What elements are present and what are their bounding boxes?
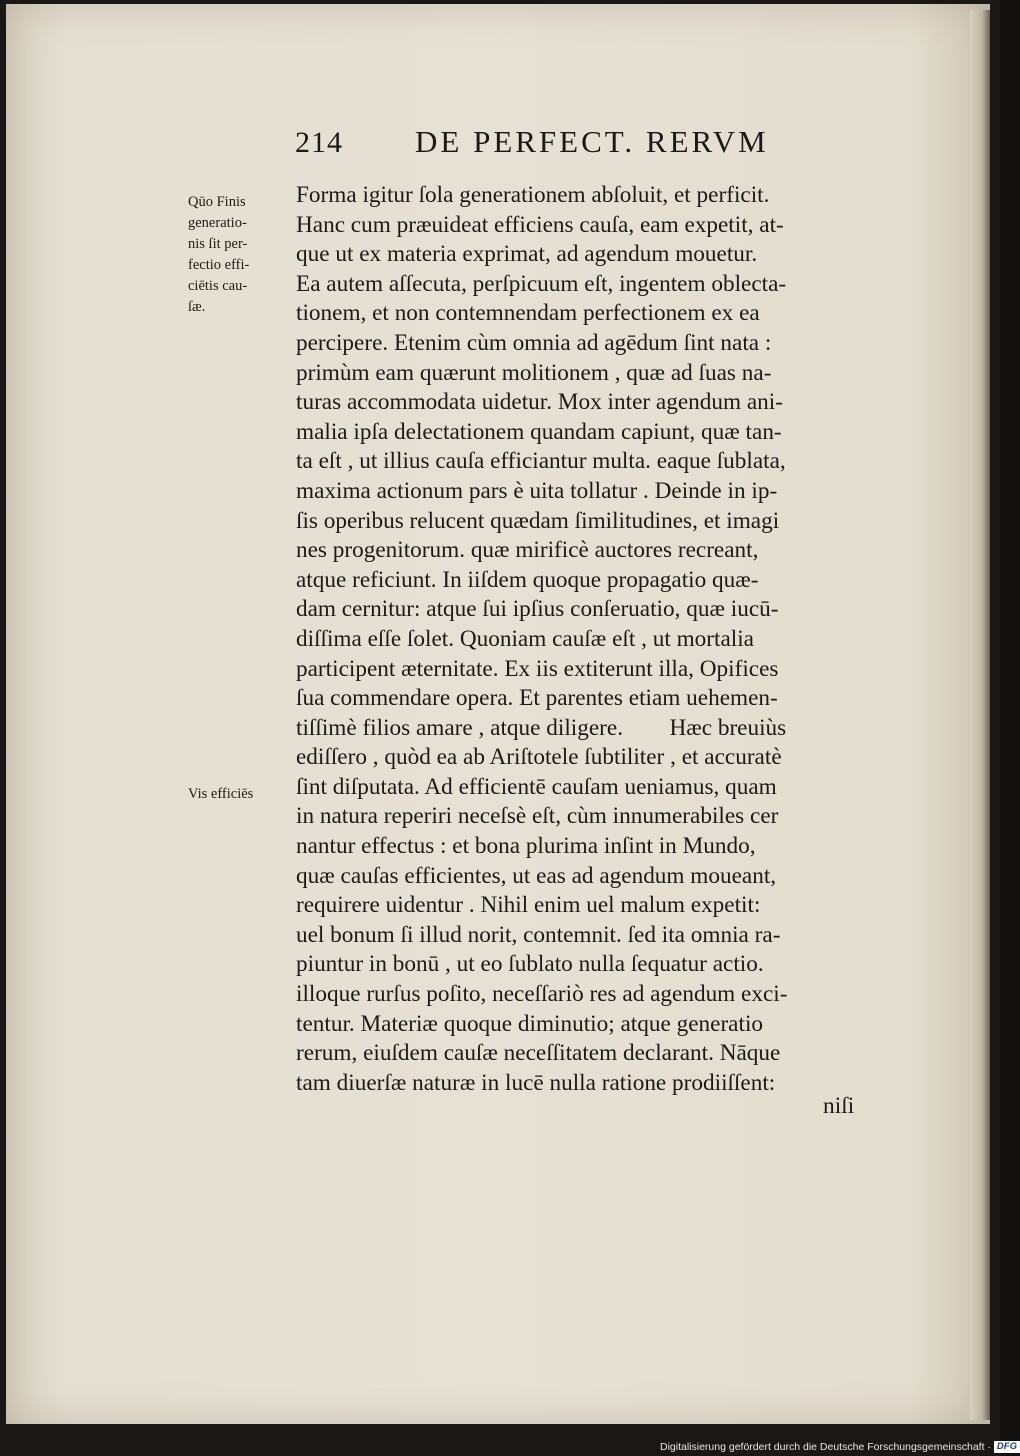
text-line: turas accommodata uidetur. Mox inter agendum ani- bbox=[296, 389, 783, 416]
text-line: tentur. Materiæ quoque diminutio; atque generatio bbox=[296, 1010, 764, 1037]
margin-note-vis-efficiens bbox=[188, 784, 288, 805]
text-line: Hanc cum præuideat efficiens cauſa, eam expetit, at- bbox=[296, 211, 784, 238]
margin-note-line: Qūo Finis bbox=[188, 194, 246, 210]
margin-note-line: fectio effi- bbox=[188, 257, 250, 273]
text-line: quæ cauſas efficientes, ut eas ad agendum moueant, bbox=[296, 862, 777, 889]
margin-note-finis bbox=[188, 192, 288, 318]
text-line: participent æternitate. Ex iis extiterunt illa, Opifices bbox=[296, 655, 779, 682]
text-line: ediſſero , quòd ea ab Ariſtotele ſubtiliter , et accuratè bbox=[296, 744, 782, 771]
text-line: tam diuerſæ naturæ in lucē nulla ratione prodiiſſent: bbox=[296, 1069, 776, 1096]
margin-note-line: nis ſit per- bbox=[188, 236, 248, 252]
running-title: DE PERFECT. RERVM bbox=[415, 124, 769, 159]
margin-note-line: generatio- bbox=[188, 215, 247, 231]
page-header bbox=[295, 122, 815, 166]
text-line: primùm eam quærunt molitionem , quæ ad ſuas na- bbox=[296, 359, 772, 386]
text-line: nantur effectus : et bona plurima inſint in Mundo, bbox=[296, 833, 756, 860]
text-line: tiſſimè filios amare , atque diligere. Hæc breuiùs bbox=[296, 714, 787, 741]
page-edge bbox=[970, 10, 990, 1420]
text-line: ſua commendare opera. Et parentes etiam uehemen- bbox=[296, 685, 778, 712]
text-line: dam cernitur: atque ſui ipſius conſeruatio, quæ iucū- bbox=[296, 596, 779, 623]
text-line: ſint diſputata. Ad efficientē cauſam ueniamus, quam bbox=[296, 773, 777, 800]
text-line: in natura reperiri neceſsè eſt, cùm innumerabiles cer bbox=[296, 803, 779, 830]
text-line: malia ipſa delectationem quandam capiunt, quæ tan- bbox=[296, 418, 782, 445]
text-line: diſſima eſſe ſolet. Quoniam cauſæ eſt , ut mortalia bbox=[296, 625, 754, 652]
text-line: percipere. Etenim cùm omnia ad agēdum ſint nata : bbox=[296, 329, 772, 356]
text-line: rerum, eiuſdem cauſæ neceſſitatem declarant. Nāque bbox=[296, 1040, 781, 1067]
text-line: maxima actionum pars è uita tollatur . Deinde in ip- bbox=[296, 477, 778, 504]
digitization-credit bbox=[660, 1440, 1020, 1456]
text-line: Ea autem aſſecuta, perſpicuum eſt, ingentem oblecta- bbox=[296, 270, 787, 297]
text-line: requirere uidentur . Nihil enim uel malum expetit: bbox=[296, 892, 761, 919]
dfg-logo: DFG bbox=[994, 1441, 1020, 1453]
text-line: uel bonum ſi illud norit, contemnit. ſed ita omnia ra- bbox=[296, 921, 781, 948]
text-line: atque reficiunt. In iiſdem quoque propagatio quæ- bbox=[296, 566, 759, 593]
catchword: niſi bbox=[823, 1093, 855, 1119]
text-line: tionem, et non contemnendam perfectionem ex ea bbox=[296, 300, 760, 327]
text-line: Forma igitur ſola generationem abſoluit, et perficit. bbox=[296, 182, 770, 208]
body-text bbox=[296, 181, 896, 1098]
text-line: que ut ex materia exprimat, ad agendum mouetur. bbox=[296, 241, 758, 268]
margin-note-line: ſæ. bbox=[188, 299, 206, 315]
page-number: 214 bbox=[295, 126, 343, 159]
credit-text: Digitalisierung gefördert durch die Deutsche Forschungsgemeinschaft · bbox=[660, 1441, 991, 1453]
text-line: nes progenitorum. quæ mirificè auctores recreant, bbox=[296, 537, 759, 564]
text-line: ta eſt , ut illius cauſa efficiantur multa. eaque ſublata, bbox=[296, 448, 786, 475]
text-line: ſis operibus relucent quædam ſimilitudines, et imagi bbox=[296, 507, 780, 534]
margin-note-line: Vis efficiēs bbox=[188, 786, 254, 802]
text-line: piuntur in bonū , ut eo ſublato nulla ſequatur actio. bbox=[296, 951, 764, 978]
text-line: illoque rurſus poſito, neceſſariò res ad agendum exci- bbox=[296, 981, 788, 1008]
margin-note-line: ciētis cau- bbox=[188, 278, 248, 294]
